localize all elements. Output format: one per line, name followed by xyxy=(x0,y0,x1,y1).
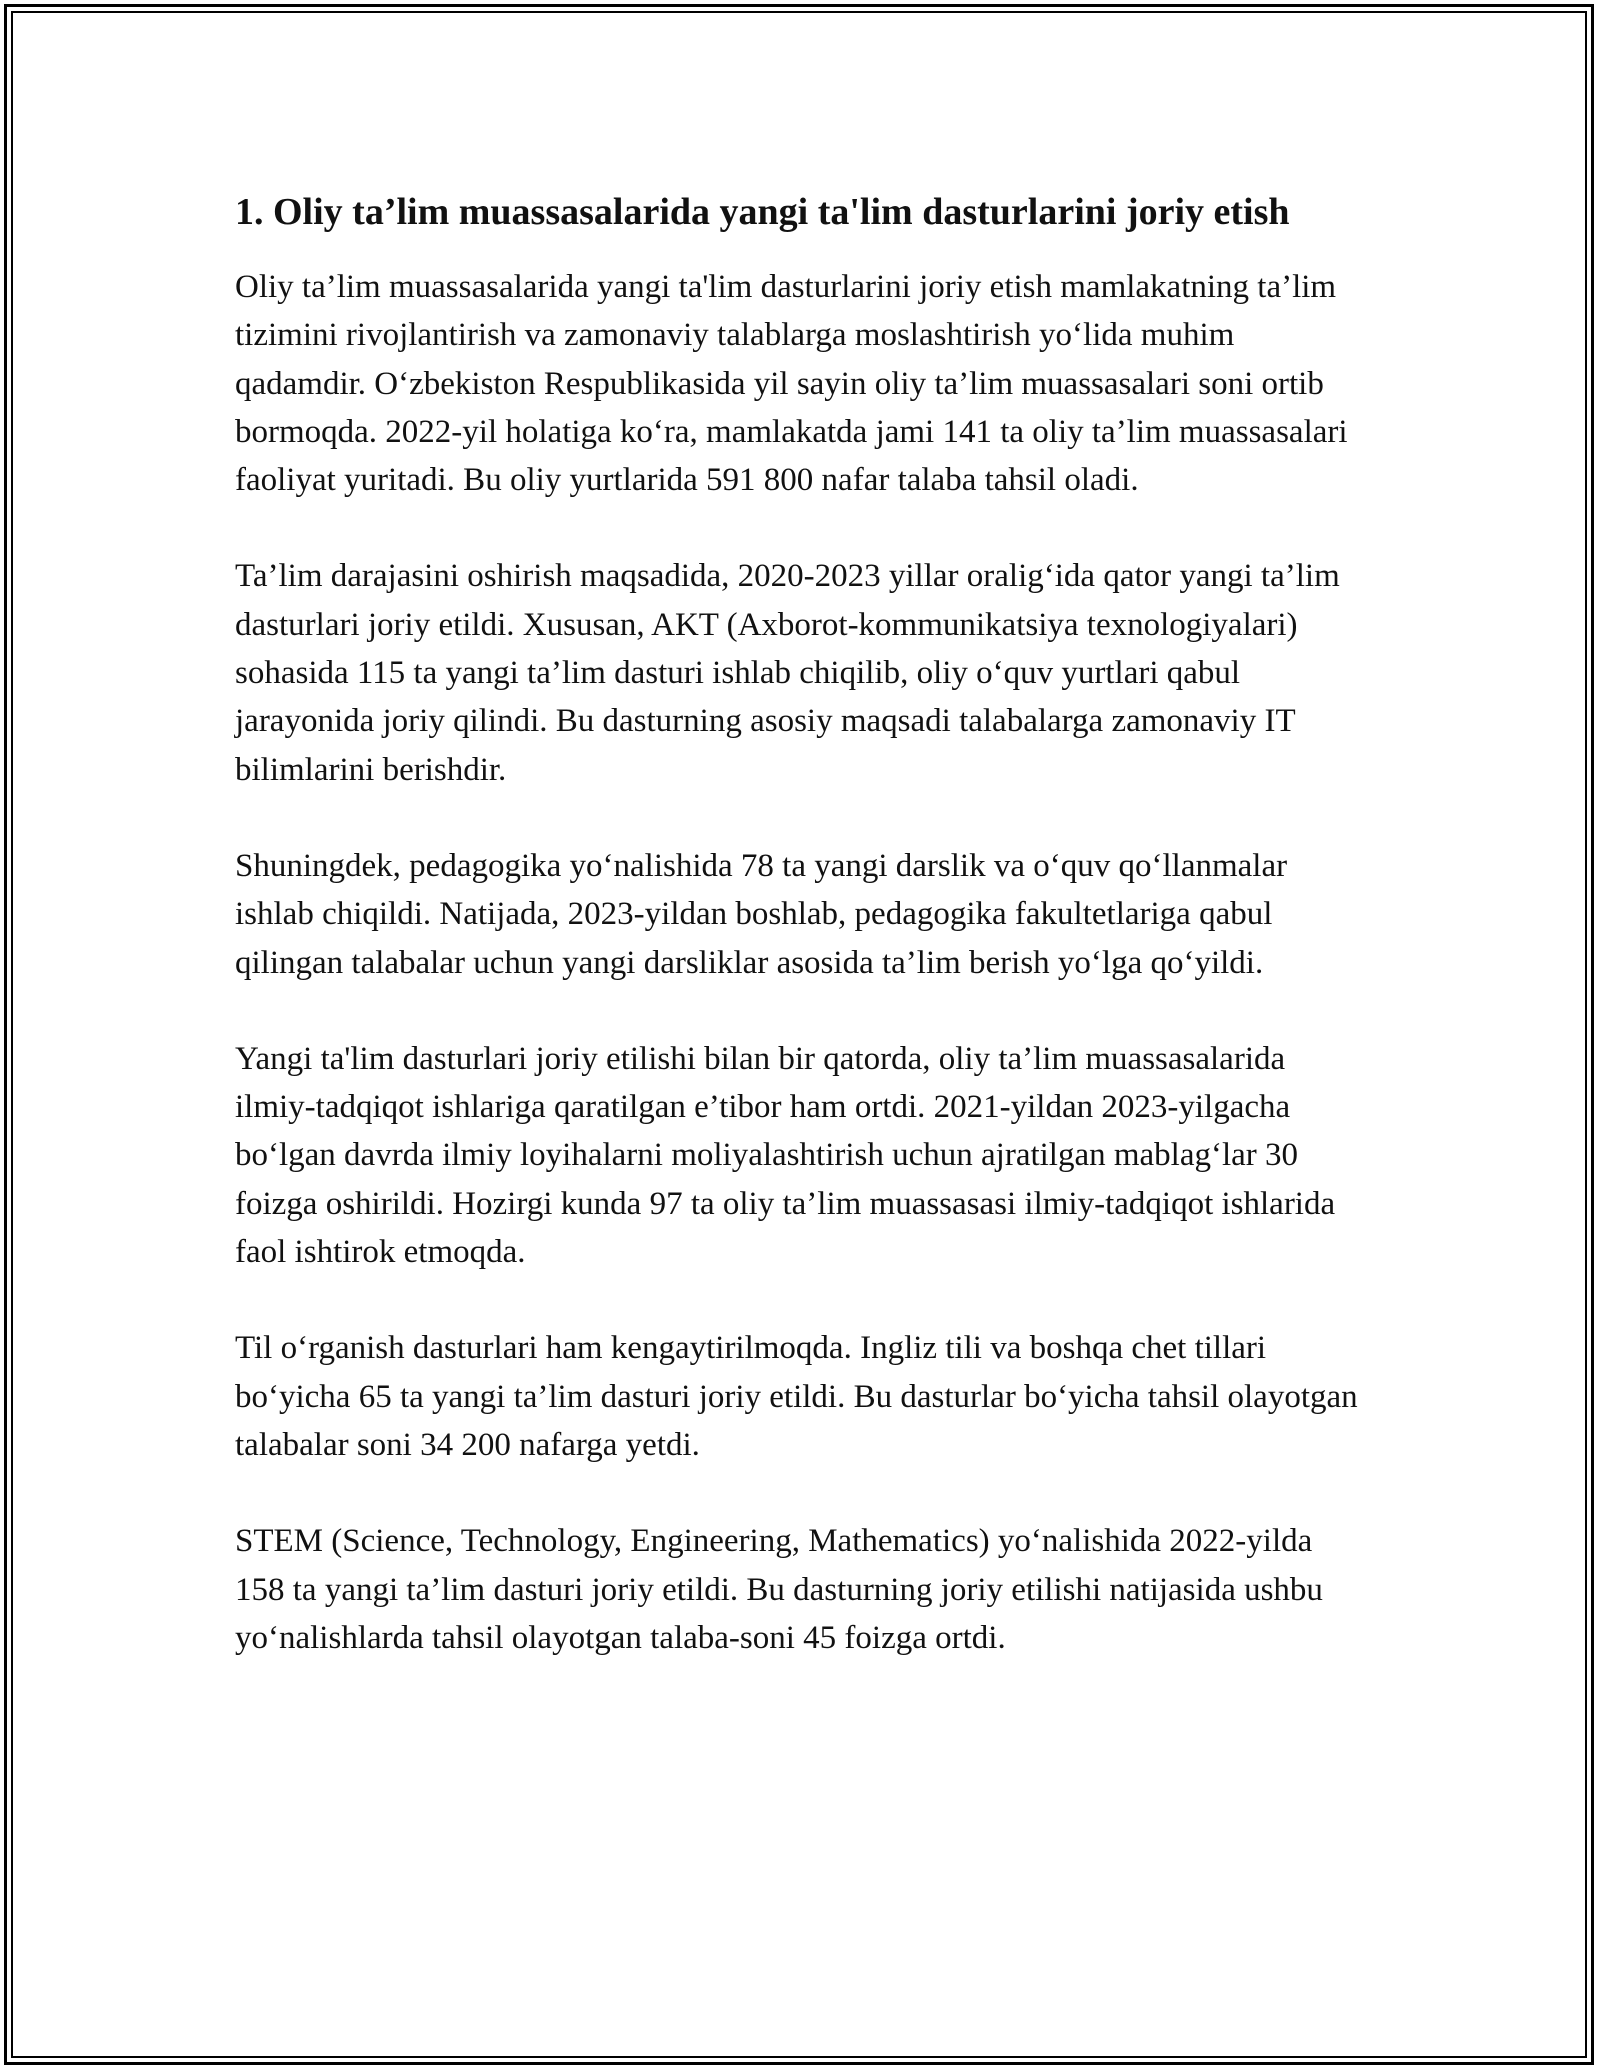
paragraph-stem: STEM (Science, Technology, Engineering, Mathematics) yo‘nalishida 2022-yilda 158 ta yangi ta’lim dasturi joriy etildi. Bu dasturning joriy etilishi natijasida ushbu yo‘nalishlarda tahsil olayotgan talaba-soni 45 foizga ortdi. xyxy=(235,1523,1323,1656)
paragraph-research: Yangi ta'lim dasturlari joriy etilishi bilan bir qatorda, oliy ta’lim muassasalarida ilmiy-tadqiqot ishlariga qaratilgan e’tibor ham ortdi. 2021-yildan 2023-yilgacha bo‘lgan davrda ilmiy loyihalarni moliyalashtirish uchun ajratilgan mablag‘lar 30 foizga oshirildi. Hozirgi kunda 97 ta oliy ta’lim muassasasi ilmiy-tadqiqot ishlarida faol ishtirok etmoqda. xyxy=(235,1040,1336,1271)
paragraph-ict-programs: Ta’lim darajasini oshirish maqsadida, 2020-2023 yillar oralig‘ida qator yangi ta’lim dasturlari joriy etildi. Xususan, AKT (Axborot-kommunikatsiya texnologiyalari) sohasida 115 ta yangi ta’lim dasturi ishlab chiqilib, oliy o‘quv yurtlari qabul jarayonida joriy qilindi. Bu dasturning asosiy maqsadi talabalarga zamonaviy IT bilimlarini berishdir. xyxy=(235,558,1340,788)
section-heading: 1. Oliy ta’lim muassasalarida yangi ta'lim dasturlarini joriy etish xyxy=(235,191,1290,233)
paragraph-pedagogy: Shuningdek, pedagogika yo‘nalishida 78 ta yangi darslik va o‘quv qo‘llanmalar ishlab chiqildi. Natijada, 2023-yildan boshlab, pedagogika fakultetlariga qabul qilingan talabalar uchun yangi darsliklar asosida ta’lim berish yo‘lga qo‘yildi. xyxy=(235,847,1288,981)
paragraph-language-programs: Til o‘rganish dasturlari ham kengaytirilmoqda. Ingliz tili va boshqa chet tillari bo‘yicha 65 ta yangi ta’lim dasturi joriy etildi. Bu dasturlar bo‘yicha tahsil olayotgan talabalar soni 34 200 nafarga yetdi. xyxy=(235,1330,1358,1463)
document-page xyxy=(235,185,1365,1662)
paragraph-intro: Oliy ta’lim muassasalarida yangi ta'lim dasturlarini joriy etish mamlakatning ta’lim tizimini rivojlantirish va zamonaviy talablarga moslashtirish yo‘lida muhim qadamdir. O‘zbekiston Respublikasida yil sayin oliy ta’lim muassasalari soni ortib bormoqda. 2022-yil holatiga ko‘ra, mamlakatda jami 141 ta oliy ta’lim muassasalari faoliyat yuritadi. Bu oliy yurtlarida 591 800 nafar talaba tahsil oladi. xyxy=(235,269,1348,499)
